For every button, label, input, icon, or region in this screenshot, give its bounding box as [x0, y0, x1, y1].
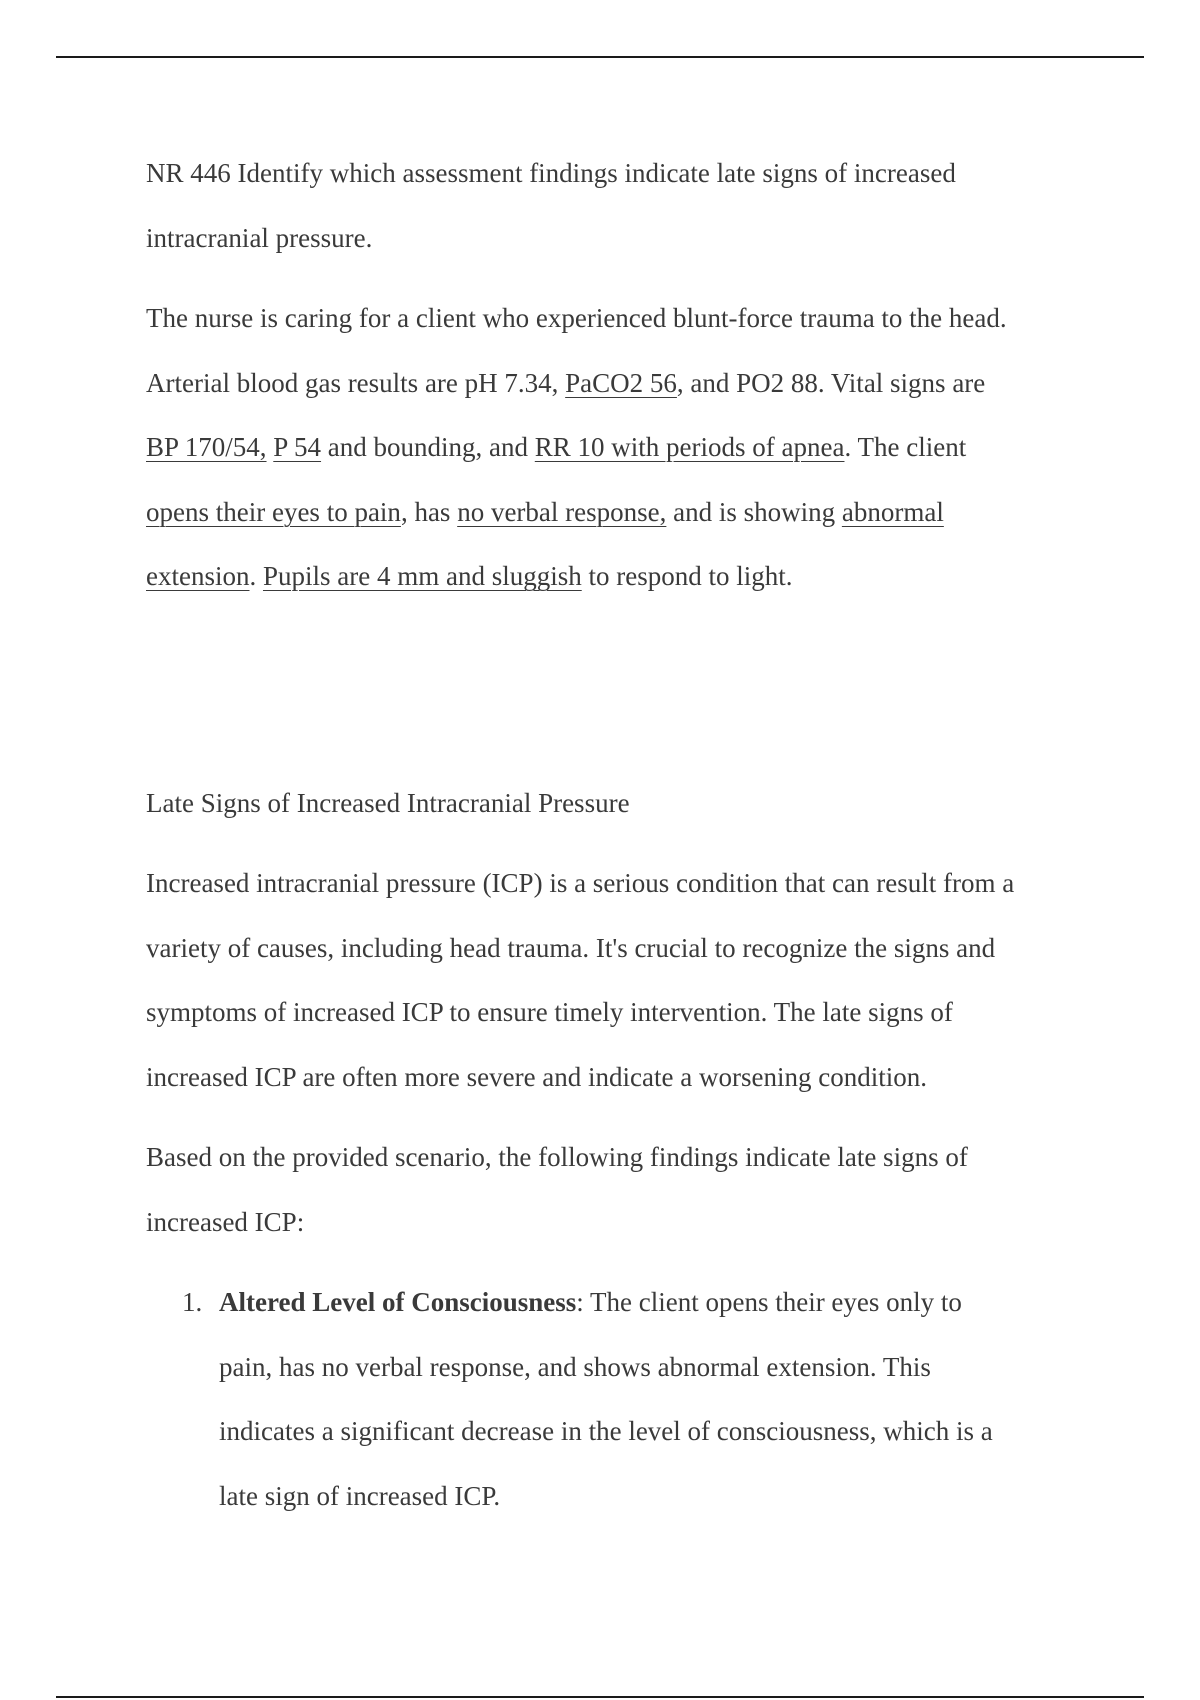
list-item-label: Altered Level of Consciousness [219, 1287, 577, 1317]
list-item-text: : The client opens their eyes only to [576, 1287, 962, 1317]
based-line: increased ICP: [146, 1206, 305, 1237]
list-item-line: late sign of increased ICP. [219, 1480, 501, 1511]
question-title-line: intracranial pressure. [146, 222, 373, 253]
list-item-line: pain, has no verbal response, and shows abnormal extension. This [219, 1351, 931, 1382]
scenario-text: , has [400, 496, 458, 527]
scenario-text: . The client [844, 432, 967, 462]
underlined-finding-respirations: RR 10 with periods of apnea [534, 432, 845, 462]
list-item-number: 1. [182, 1287, 203, 1317]
intro-paragraph [146, 851, 1066, 1109]
scenario-line [146, 544, 1066, 609]
findings-list [146, 1270, 1066, 1528]
scenario-paragraph [146, 286, 1066, 609]
underlined-finding-pulse: P 54 [273, 432, 322, 462]
question-title-line: NR 446 Identify which assessment findings indicate late signs of increased [146, 158, 956, 188]
underlined-finding-verbal: no verbal response, [457, 496, 667, 527]
scenario-text: and bounding, and [321, 432, 535, 462]
section-heading: Late Signs of Increased Intracranial Pressure [146, 787, 630, 818]
based-paragraph [146, 1125, 1066, 1254]
intro-line: increased ICP are often more severe and indicate a worsening condition. [146, 1061, 927, 1092]
scenario-text: The nurse is caring for a client who experienced blunt-force trauma to the head. [146, 303, 1007, 333]
scenario-line [146, 351, 1066, 416]
scenario-text: Arterial blood gas results are pH 7.34, [146, 367, 566, 398]
document-body [146, 141, 1066, 1528]
intro-line: symptoms of increased ICP to ensure timely intervention. The late signs of [146, 997, 953, 1027]
list-item-line [219, 1270, 1066, 1335]
top-rule [56, 56, 1144, 58]
based-line: Based on the provided scenario, the following findings indicate late signs of [146, 1142, 968, 1172]
scenario-text: . [249, 561, 263, 591]
underlined-finding-paco2: PaCO2 56 [565, 367, 677, 398]
scenario-text: to respond to light. [581, 561, 793, 591]
underlined-finding-pupils: Pupils are 4 mm and sluggish [262, 561, 582, 591]
question-title [146, 141, 1066, 270]
scenario-text: , and PO2 88. Vital signs are [676, 367, 986, 398]
underlined-finding-extension: extension [146, 561, 250, 591]
underlined-finding-extension: abnormal [841, 496, 944, 527]
intro-line: variety of causes, including head trauma. It's crucial to recognize the signs and [146, 932, 996, 963]
scenario-text: and is showing [666, 496, 842, 527]
scenario-line [146, 415, 1066, 480]
scenario-line [146, 480, 1066, 545]
list-item-line: indicates a significant decrease in the level of consciousness, which is a [219, 1416, 993, 1446]
scenario-line [146, 286, 1066, 351]
bottom-rule [56, 1696, 1144, 1698]
underlined-finding-bp: BP 170/54, [146, 432, 267, 462]
intro-line: Increased intracranial pressure (ICP) is a serious condition that can result from a [146, 868, 1015, 898]
underlined-finding-eyes: opens their eyes to pain [146, 496, 401, 527]
list-item [146, 1270, 1066, 1528]
